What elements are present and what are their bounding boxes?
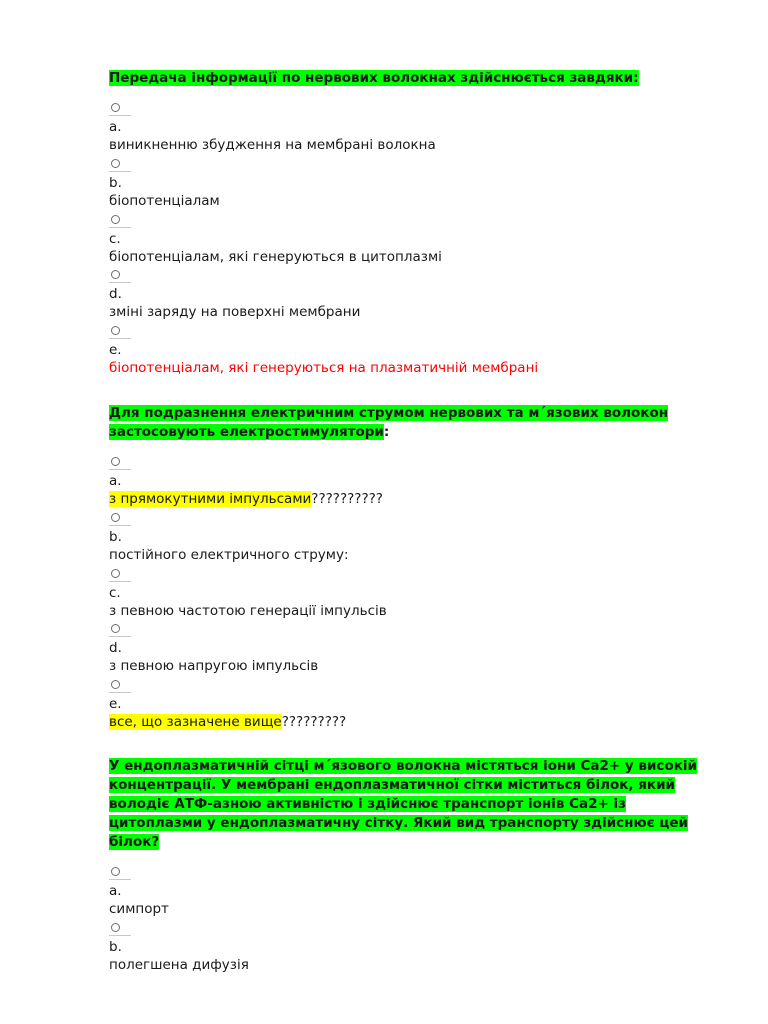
option-letter: e. (109, 696, 122, 713)
option-letter: b. (109, 174, 122, 191)
radio-underline (109, 115, 131, 116)
option (109, 267, 709, 323)
radio-underline (109, 227, 131, 228)
question-3 (109, 757, 699, 976)
option-letter: d. (109, 640, 122, 657)
radio-row (109, 920, 699, 938)
option (109, 677, 709, 733)
option-letter: b. (109, 938, 122, 955)
option-text[interactable] (109, 248, 709, 267)
question-2 (109, 404, 709, 733)
option-text[interactable] (109, 303, 709, 322)
radio-underline (109, 692, 131, 693)
answer-text: з прямокутними імпульсами (109, 491, 312, 507)
option (109, 454, 709, 510)
radio-underline (109, 581, 131, 582)
radio-underline (109, 525, 131, 526)
radio-row (109, 621, 709, 639)
question-trailing: : (383, 424, 390, 440)
option-letter: d. (109, 286, 122, 303)
answer-text: біопотенціалам (109, 192, 220, 209)
answer-text: з певною частотою генерації імпульсів (109, 602, 387, 619)
radio-row (109, 212, 709, 230)
options-list (109, 100, 709, 379)
radio-button[interactable] (111, 457, 120, 466)
radio-row (109, 100, 709, 118)
option (109, 100, 709, 156)
option (109, 621, 709, 677)
radio-row (109, 864, 699, 882)
answer-text: з певною напругою імпульсів (109, 658, 319, 675)
question-text (109, 404, 709, 442)
radio-button[interactable] (111, 326, 120, 335)
option-text[interactable] (109, 900, 699, 919)
radio-underline (109, 282, 131, 283)
radio-underline (109, 171, 131, 172)
radio-row (109, 566, 709, 584)
answer-text: симпорт (109, 901, 169, 917)
radio-row (109, 267, 709, 285)
radio-underline (109, 636, 131, 637)
option (109, 510, 709, 566)
radio-button[interactable] (111, 215, 120, 224)
radio-underline (109, 935, 131, 936)
options-list (109, 864, 699, 976)
answer-text: все, що зазначене вище (109, 714, 282, 731)
question-text (109, 757, 699, 852)
option-text[interactable] (109, 713, 709, 732)
options-list (109, 454, 709, 733)
option (109, 212, 709, 268)
option-text[interactable] (109, 136, 709, 155)
radio-button[interactable] (111, 103, 120, 112)
option-letter: e. (109, 342, 122, 359)
question-highlight: У ендоплазматичній сітці м´язового волокна містяться іони Са2+ у високій концентрації. У мембрані ендоплазматичної сітки міститься білок, який володіє АТФ-азною активністю і здійснює транспорт іонів Са2+ із цитоплазми у ендоплазматичну сітку. Який вид транспорту здійснює цей білок? (109, 758, 697, 850)
option (109, 920, 699, 976)
option (109, 156, 709, 212)
radio-row (109, 510, 709, 528)
radio-row (109, 156, 709, 174)
answer-text: зміні заряду на поверхні мембрани (109, 304, 361, 321)
option-text[interactable] (109, 192, 709, 211)
option-text[interactable] (109, 956, 699, 975)
question-text (109, 69, 709, 88)
option-letter: a. (109, 119, 122, 135)
radio-row (109, 323, 709, 341)
question-1 (109, 69, 709, 379)
radio-button[interactable] (111, 159, 120, 168)
option-text[interactable] (109, 359, 709, 378)
radio-underline (109, 879, 131, 880)
answer-text: біопотенціалам, які генеруються на плазматичній мембрані (109, 360, 539, 377)
radio-row (109, 454, 709, 472)
option-letter: c. (109, 584, 121, 601)
option (109, 566, 709, 622)
radio-button[interactable] (111, 680, 120, 689)
answer-text: постійного електричного струму: (109, 546, 349, 563)
option-letter: a. (109, 473, 122, 489)
option-letter: a. (109, 883, 122, 899)
radio-button[interactable] (111, 270, 120, 279)
answer-text: полегшена дифузія (109, 956, 249, 973)
radio-underline (109, 469, 131, 470)
option-text[interactable] (109, 490, 709, 509)
option-letter: b. (109, 528, 122, 545)
option-text[interactable] (109, 546, 709, 565)
answer-suffix: ????????? (281, 714, 347, 731)
radio-underline (109, 338, 131, 339)
question-highlight: Передача інформації по нервових волокнах здійснюється завдяки: (109, 70, 639, 86)
option (109, 323, 709, 379)
answer-suffix: ?????????? (311, 491, 383, 507)
option (109, 864, 699, 920)
radio-button[interactable] (111, 569, 120, 578)
option-text[interactable] (109, 602, 709, 621)
radio-button[interactable] (111, 923, 120, 932)
question-highlight: Для подразнення електричним струмом нервових та м´язових волокон застосовують електростимулятори (109, 405, 669, 440)
answer-text: біопотенціалам, які генеруються в цитоплазмі (109, 248, 442, 265)
option-text[interactable] (109, 657, 709, 676)
answer-text: виникненню збудження на мембрані волокна (109, 137, 436, 153)
option-letter: c. (109, 230, 121, 247)
radio-row (109, 677, 709, 695)
radio-button[interactable] (111, 867, 120, 876)
radio-button[interactable] (111, 513, 120, 522)
radio-button[interactable] (111, 624, 120, 633)
